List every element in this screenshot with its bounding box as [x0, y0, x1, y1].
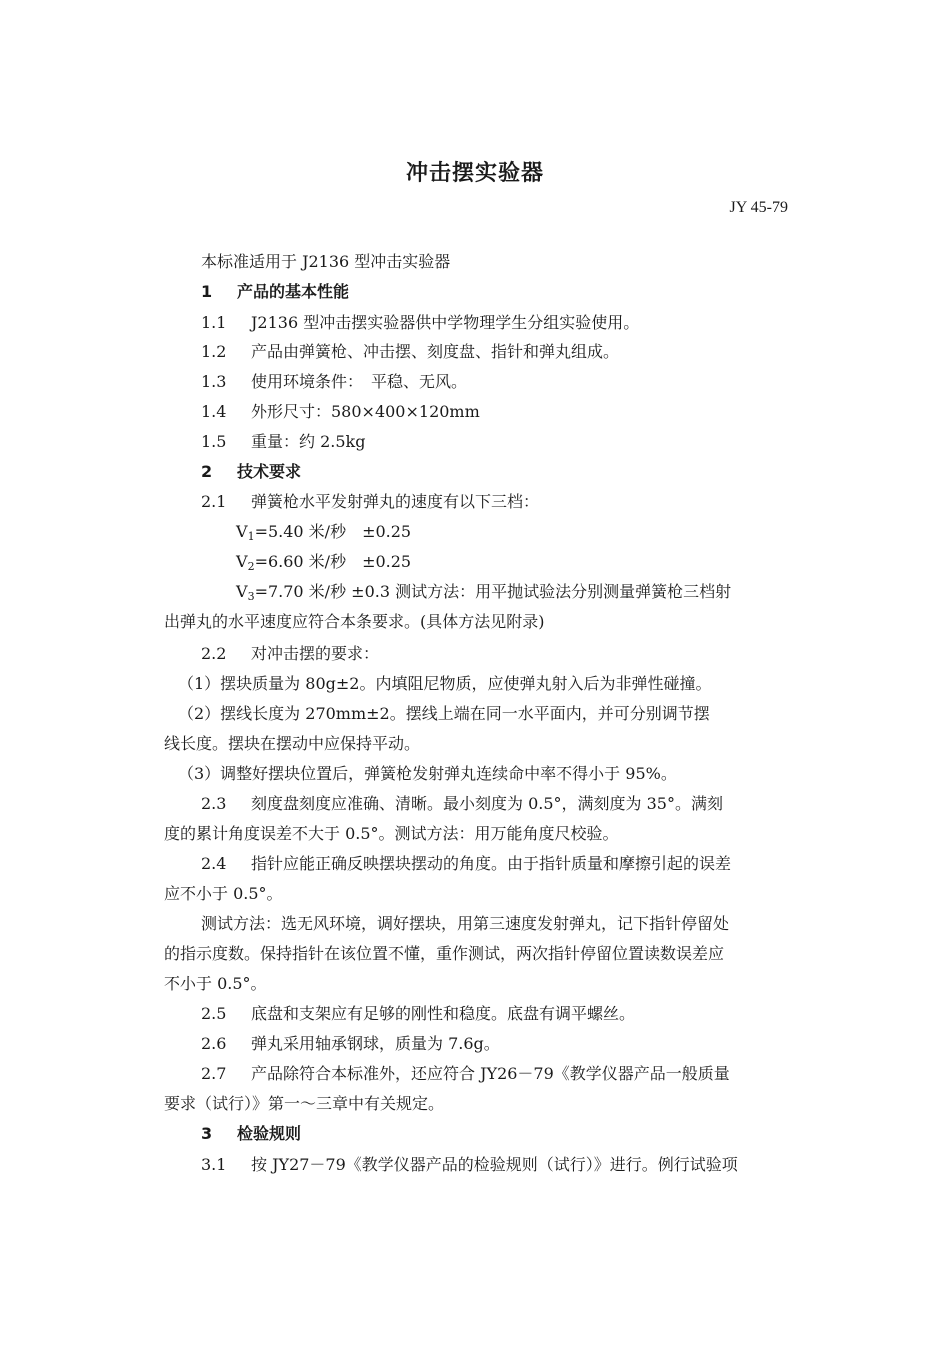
clause-1-5 — [201, 432, 365, 452]
clause-text: 按 JY27－79《教学仪器产品的检验规则（试行）》进行。例行试验项 — [251, 1155, 738, 1174]
clause-2-1 — [201, 492, 539, 512]
velocity-subscript: 1 — [247, 530, 255, 543]
clause-number: 2.2 — [201, 644, 227, 663]
clause-number: 2.7 — [201, 1064, 227, 1083]
requirement-1: （1）摆块质量为 80g±2。内填阻尼物质，应使弹丸射入后为非弹性碰撞。 — [178, 674, 712, 693]
clause-text: 产品由弹簧枪、冲击摆、刻度盘、指针和弹丸组成。 — [251, 342, 620, 361]
requirement-3: （3）调整好摆块位置后，弹簧枪发射弹丸连续命中率不得小于 95%。 — [178, 764, 677, 783]
test-method-line-1: 测试方法：选无风环境，调好摆块，用第三速度发射弹丸，记下指针停留处 — [201, 914, 730, 933]
clause-2-3 — [201, 794, 723, 814]
section-title: 产品的基本性能 — [237, 282, 350, 301]
section-number: 2 — [201, 462, 213, 481]
section-3-heading — [201, 1124, 301, 1144]
clause-number: 1.1 — [201, 313, 227, 332]
clause-1-1 — [201, 313, 639, 333]
clause-number: 1.3 — [201, 372, 227, 391]
clause-1-3 — [201, 372, 467, 392]
clause-1-4 — [201, 402, 480, 422]
velocity-symbol: V — [236, 522, 248, 541]
requirement-2: （2）摆线长度为 270mm±2。摆线上端在同一水平面内，并可分别调节摆 — [178, 704, 710, 723]
clause-text: 外形尺寸：580×400×120mm — [251, 402, 480, 421]
clause-text: 指针应能正确反映摆块摆动的角度。由于指针质量和摩擦引起的误差 — [251, 854, 732, 873]
clause-text: 产品除符合本标准外，还应符合 JY26－79《教学仪器产品一般质量 — [251, 1064, 730, 1083]
clause-3-1 — [201, 1155, 738, 1175]
clause-2-4 — [201, 854, 731, 874]
test-method-line-3: 不小于 0.5°。 — [164, 974, 267, 993]
clause-text: 刻度盘刻度应准确、清晰。最小刻度为 0.5°，满刻度为 35°。满刻 — [251, 794, 723, 813]
velocity-subscript: 2 — [247, 560, 255, 573]
clause-text: 弹簧枪水平发射弹丸的速度有以下三档： — [251, 492, 540, 511]
section-1-heading — [201, 282, 349, 302]
requirement-2-continuation: 线长度。摆块在摆动中应保持平动。 — [164, 734, 421, 753]
clause-2-4-continuation: 应不小于 0.5°。 — [164, 884, 283, 903]
section-number: 3 — [201, 1124, 213, 1143]
clause-number: 2.3 — [201, 794, 227, 813]
clause-number: 2.6 — [201, 1034, 227, 1053]
section-2-heading — [201, 462, 301, 482]
clause-text: 对冲击摆的要求： — [251, 644, 380, 663]
velocity-v1 — [236, 522, 411, 542]
velocity-v2 — [236, 552, 411, 572]
velocity-value: =6.60 米/秒 ±0.25 — [254, 552, 412, 571]
clause-number: 1.4 — [201, 402, 227, 421]
velocity-symbol: V — [236, 582, 248, 601]
clause-number: 2.1 — [201, 492, 227, 511]
clause-number: 2.4 — [201, 854, 227, 873]
test-method-line-2: 的指示度数。保持指针在该位置不懂，重作测试，两次指针停留位置读数误差应 — [164, 944, 725, 963]
standard-number: JY 45-79 — [729, 199, 788, 216]
section-title: 技术要求 — [237, 462, 302, 481]
clause-2-3-continuation: 度的累计角度误差不大于 0.5°。测试方法：用万能角度尺校验。 — [164, 824, 619, 843]
clause-2-6 — [201, 1034, 500, 1054]
clause-number: 3.1 — [201, 1155, 227, 1174]
clause-number: 1.2 — [201, 342, 227, 361]
velocity-v3-continuation: 出弹丸的水平速度应符合本条要求。(具体方法见附录) — [164, 612, 545, 631]
velocity-value: =5.40 米/秒 ±0.25 — [254, 522, 412, 541]
clause-2-5 — [201, 1004, 635, 1024]
clause-text: 底盘和支架应有足够的刚性和稳度。底盘有调平螺丝。 — [251, 1004, 636, 1023]
clause-number: 1.5 — [201, 432, 227, 451]
clause-2-7-continuation: 要求（试行）》第一～三章中有关规定。 — [164, 1094, 445, 1113]
section-number: 1 — [201, 282, 213, 301]
velocity-value: =7.70 米/秒 ±0.3 测试方法：用平抛试验法分别测量弹簧枪三档射 — [254, 582, 732, 601]
velocity-v3 — [236, 582, 731, 602]
clause-text: J2136 型冲击摆实验器供中学物理学生分组实验使用。 — [251, 313, 640, 332]
clause-text: 使用环境条件： 平稳、无风。 — [251, 372, 468, 391]
section-title: 检验规则 — [237, 1124, 302, 1143]
scope-statement: 本标准适用于 J2136 型冲击实验器 — [201, 252, 451, 271]
velocity-symbol: V — [236, 552, 248, 571]
clause-text: 重量：约 2.5kg — [251, 432, 366, 451]
clause-text: 弹丸采用轴承钢球，质量为 7.6g。 — [251, 1034, 500, 1053]
clause-2-7 — [201, 1064, 730, 1084]
clause-2-2 — [201, 644, 379, 664]
velocity-subscript: 3 — [247, 590, 255, 603]
clause-number: 2.5 — [201, 1004, 227, 1023]
clause-1-2 — [201, 342, 619, 362]
document-title: 冲击摆实验器 — [405, 161, 544, 186]
